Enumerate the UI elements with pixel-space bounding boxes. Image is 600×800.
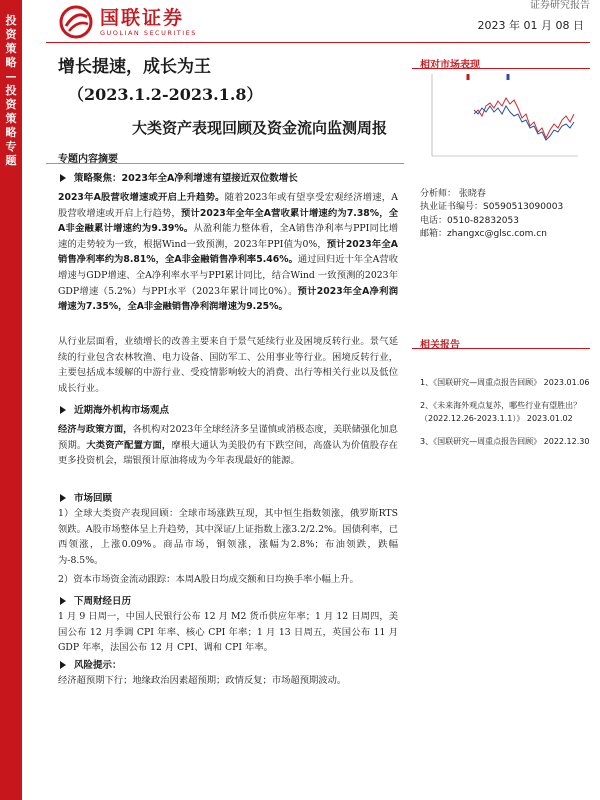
phone-number: 0510-82832053 <box>447 215 519 226</box>
report-category-label: 投资策略—投资策略专题 <box>5 14 17 167</box>
report-date: 2023 年 01 月 08 日 <box>477 19 584 32</box>
license-number: S0590513090003 <box>483 202 564 213</box>
overseas-heading: 近期海外机构市场观点 <box>60 402 169 416</box>
relative-performance-chart <box>412 70 582 170</box>
calendar-heading: 下周财经日历 <box>60 593 131 607</box>
related-report-item[interactable] <box>420 376 592 389</box>
related-reports-heading: 相关报告 <box>420 340 460 351</box>
phone-label: 电话： <box>420 215 448 226</box>
analyst-info <box>420 188 563 242</box>
triangle-bullet-icon <box>60 597 66 605</box>
report-period: （2023.1.2-2023.1.8） <box>68 85 263 104</box>
analyst-label: 分析师： <box>420 189 457 199</box>
summary-heading: 专题内容摘要 <box>58 154 118 165</box>
email-address: zhangxc@glsc.com.cn <box>447 229 547 240</box>
logo-chinese: 国联证券 <box>100 7 185 29</box>
summary-divider <box>46 163 404 164</box>
company-logo <box>58 4 197 40</box>
series-blue-line <box>474 106 574 140</box>
series-red-line <box>474 98 574 138</box>
email-label: 邮箱： <box>420 229 448 240</box>
related-report-item[interactable] <box>420 399 592 425</box>
related-report-date: 2023.01.06 <box>543 378 590 387</box>
market-performance-heading: 相对市场表现 <box>420 60 480 71</box>
related-report-item[interactable] <box>420 435 592 448</box>
related-report-title: 1、《国联研究—周重点报告回顾》 <box>420 378 542 387</box>
calendar-paragraph: 1 月 9 日周一，中国人民银行公布 12 月 M2 货币供应年率；1 月 12 日周四，美国公布 12 月季调 CPI 年率、核心 CPI 年率；1 月 13 日周五，英国公布 11 月 GDP 年率，法国公布 12 月 CPI、调和 CPI 年率。 <box>58 611 398 654</box>
focus-heading: 策略聚焦：2023年全A净利增速有望接近双位数增长 <box>60 170 298 184</box>
report-type: 证券研究报告 <box>530 0 590 11</box>
risk-paragraph: 经济超预期下行；地缘政治因素超预期；政情反复；市场超预期波动。 <box>58 675 347 686</box>
logo-english: GUOLIAN SECURITIES <box>100 29 197 37</box>
market-heading-divider <box>412 68 590 69</box>
triangle-bullet-icon <box>60 661 66 669</box>
report-subtitle: 大类资产表现回顾及资金流向监测周报 <box>132 119 388 137</box>
related-report-title: 3、《国联研究—周重点报告回顾》 <box>420 437 542 446</box>
related-report-date: 2023.01.02 <box>526 414 573 423</box>
analyst-name: 张晓春 <box>458 189 486 199</box>
overseas-paragraph: 经济与政策方面，各机构对2023年全球经济多呈谨慎或消极态度，美联储强化加息预期。大类资产配置方面，摩根大通认为美股仍有下跌空间，高盛认为价值股存在更多投资机会，瑞银预计原油将成为今年表现最好的能源。 <box>58 424 398 467</box>
triangle-bullet-icon <box>60 174 66 182</box>
header-divider <box>46 42 590 43</box>
market-review-paragraph: 1）全球大类资产表现回顾：全球市场涨跌互现，其中恒生指数领涨，俄罗斯RTS领跌。A股市场整体呈上升趋势，其中深证/上证指数上涨3.2/2.2%。国债利率，已西领涨，上涨0.09%。商品市场，铜领涨，涨幅为2.8%；布油领跌，跌幅为-8.5%。 <box>58 508 398 566</box>
related-reports-list <box>420 376 592 458</box>
related-heading-divider <box>412 348 590 349</box>
triangle-bullet-icon <box>60 494 66 502</box>
logo-mark-icon <box>58 4 94 40</box>
focus-paragraph: 2023年A股营收增速或开启上升趋势。随着2023年或有望享受宏观经济增速，A股营收增速或开启上行趋势，预计2023年全年全A营收累计增速约为7.38%，全A非金融累计增速约为9.39%。从盈利能力整体看，全A销售净利率与PPI同比增速的走势较为一致，根据Wind一致预测，2023年PPI值为0%，预计2023年全A销售净利率约为8.81%，全A非金融销售净利率5.46%。通过回归近十年全A营收增速与GDP增速、全A净利率水平与PPI累计同比，结合Wind 一致预测的2023年GDP增速（5.2%）与PPI水平（2023年累计同比0%）。预计2023年全A净利润增速为7.35%，全A非金融销售净利润增速为9.25%。 <box>58 192 399 313</box>
triangle-bullet-icon <box>60 406 66 414</box>
related-report-date: 2022.12.30 <box>543 437 590 446</box>
risk-heading: 风险提示： <box>60 657 122 671</box>
report-title: 增长提速，成长为王 <box>58 57 211 77</box>
license-label: 执业证书编号： <box>420 202 484 213</box>
market-review-heading: 市场回顾 <box>60 490 112 504</box>
industry-paragraph: 从行业层面看，业绩增长的改善主要来自于景气延续行业及困境反转行业。景气延续的行业包含农林牧渔、电力设备、国防军工、公用事业等行业。困境反转行业，主要包括成本缓解的中游行业、受疫情影响较大的消费、出行等相关行业以及低位成长行业。 <box>58 336 398 394</box>
fund-flow-paragraph: 2）资本市场资金流动跟踪：本周A股日均成交额和日均换手率小幅上升。 <box>58 574 359 585</box>
related-report-title: 2、《未来海外观点复苏，哪些行业有望胜出？（2022.12.26-2023.1.1）》 <box>420 401 582 423</box>
